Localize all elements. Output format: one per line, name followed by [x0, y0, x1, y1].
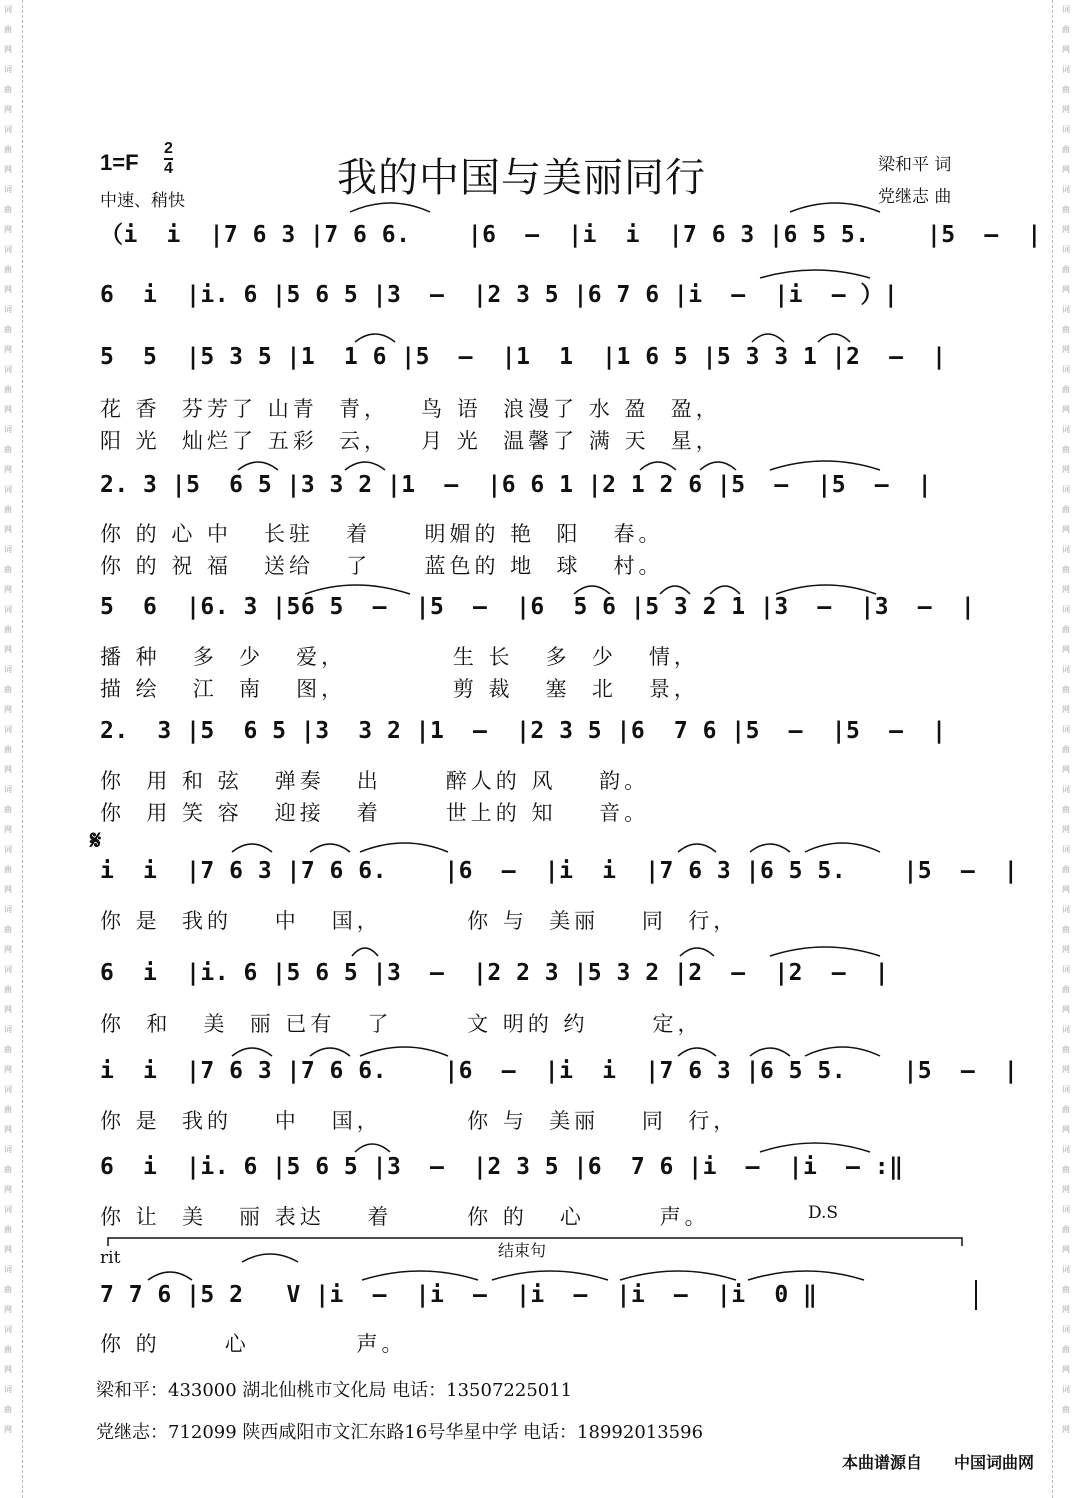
slur — [760, 1143, 870, 1152]
slur — [700, 462, 736, 470]
ending-phrase-label: 结束句 — [498, 1241, 547, 1260]
slur — [640, 462, 676, 470]
slur — [350, 203, 430, 212]
slur — [805, 1047, 880, 1056]
slur — [660, 586, 690, 594]
left-watermark: 词曲网词曲网词曲网词曲网词曲网词曲网词曲网词曲网词曲网词曲网词曲网词曲网词曲网词曲网词曲网词曲网词曲网词曲网词曲网词曲网词曲网词曲网词曲网词曲网 — [4, 5, 12, 1434]
lyric-verse1-line3: 播 种 多 少 爱， 生 长 多 少 情， — [100, 645, 699, 669]
slur — [752, 334, 784, 342]
lyricist-contact: 梁和平：433000 湖北仙桃市文化局 电话：13507225011 — [96, 1380, 573, 1401]
slur — [148, 1272, 192, 1280]
slur — [232, 844, 272, 852]
tempo-marking: 中速、稍快 — [100, 191, 185, 211]
time-bottom: 4 — [164, 160, 173, 177]
right-watermark: 词曲网词曲网词曲网词曲网词曲网词曲网词曲网词曲网词曲网词曲网词曲网词曲网词曲网词曲网词曲网词曲网词曲网词曲网词曲网词曲网词曲网词曲网词曲网词曲网 — [1062, 5, 1070, 1434]
slur — [750, 844, 790, 852]
slur — [748, 1271, 864, 1280]
lyric-verse2-line3: 描 绘 江 南 图， 剪 裁 塞 北 景， — [100, 677, 699, 701]
slur — [360, 1047, 448, 1056]
notes: 6 i |i. 6 |5 6 5 |3 – |2 3 5 |6 7 6 |i – |i – :‖ — [100, 1154, 904, 1180]
lyric-verse1-line4: 你 用 和 弦 弹奏 出 醉人的 风 韵。 — [100, 769, 650, 793]
notes: （i i |7 6 3 |7 6 6. |6 – |i i |7 6 3 |6 5 5. |5 – | — [100, 222, 1042, 248]
slur — [574, 586, 610, 594]
slur — [770, 947, 880, 956]
slur — [232, 1048, 272, 1056]
slur — [362, 1271, 478, 1280]
slur — [776, 585, 876, 594]
source-site: 中国词曲网 — [954, 1453, 1035, 1472]
lyric-verse2-line1: 阳 光 灿烂了 五彩 云， 月 光 温馨了 满 天 星， — [100, 429, 721, 453]
lyric-refrain-line2: 你 和 美 丽 已有 了 文 明的 约 定， — [100, 1012, 703, 1036]
notes: 6 i |i. 6 |5 6 5 |3 – |2 3 5 |6 7 6 |i – |i – ）| — [100, 282, 899, 308]
slur — [760, 270, 870, 278]
notes: 2. 3 |5 6 5 |3 3 2 |1 – |2 3 5 |6 7 6 |5 – |5 – | — [100, 718, 947, 744]
notes: 5 6 |6. 3 |56 5 – |5 – |6 5 6 |5 3 2 1 |3 – |3 – | — [100, 594, 976, 620]
notes: i i |7 6 3 |7 6 6. |6 – |i i |7 6 3 |6 5 5. |5 – | — [100, 858, 1019, 884]
notes: 2. 3 |5 6 5 |3 3 2 |1 – |6 6 1 |2 1 2 6 |5 – |5 – | — [100, 472, 933, 498]
ritardando-mark: rit — [100, 1248, 121, 1268]
slur — [305, 585, 410, 594]
lyric-refrain-line3: 你 是 我的 中 国， 你 与 美丽 同 行， — [100, 1109, 739, 1133]
notes: 7 7 6 |5 2 V |i – |i – |i – |i – |i 0 ‖ — [100, 1282, 818, 1308]
lyric-verse2-line4: 你 用 笑 容 迎接 着 世上的 知 音。 — [100, 801, 650, 825]
lyric-refrain-line1: 你 是 我的 中 国， 你 与 美丽 同 行， — [100, 909, 739, 933]
lyric-verse2-line2: 你 的 祝 福 送给 了 蓝色的 地 球 村。 — [100, 554, 664, 578]
slur — [310, 844, 350, 852]
composer-credit: 党继志 曲 — [878, 187, 952, 207]
slur — [805, 843, 880, 852]
slur — [492, 1271, 608, 1280]
ending-bracket — [108, 1238, 962, 1246]
slur — [680, 948, 714, 956]
notes: 5 5 |5 3 5 |1 1 6 |5 – |1 1 |1 6 5 |5 3 3 1 |2 – | — [100, 344, 947, 370]
slur — [345, 462, 385, 470]
dal-segno-mark: D.S — [808, 1203, 839, 1223]
notes: 6 i |i. 6 |5 6 5 |3 – |2 2 3 |5 3 2 |2 – |2 – | — [100, 960, 890, 986]
slur — [678, 844, 716, 852]
slur — [710, 586, 740, 594]
composer-contact: 党继志：712099 陕西咸阳市文汇东路16号华星中学 电话：18992013596 — [96, 1422, 704, 1443]
slur — [818, 334, 850, 342]
slur — [360, 843, 448, 852]
slur — [238, 462, 278, 470]
source-label: 本曲谱源自 — [842, 1453, 923, 1472]
slur — [678, 1048, 716, 1056]
song-title: 我的中国与美丽同行 — [337, 155, 706, 201]
slur — [310, 1048, 350, 1056]
lyric-verse1-line1: 花 香 芬芳了 山青 青， 鸟 语 浪漫了 水 盈 盈， — [100, 397, 721, 421]
slur — [770, 461, 880, 470]
lyric-ending: 你 的 心 声。 — [100, 1332, 407, 1356]
slur — [355, 1144, 390, 1152]
segno-sign: 𝄋 — [90, 826, 102, 856]
slur — [790, 203, 880, 212]
key-signature: 1=F — [100, 150, 139, 175]
slur — [355, 334, 395, 342]
notes: i i |7 6 3 |7 6 6. |6 – |i i |7 6 3 |6 5 5. |5 – | — [100, 1058, 1019, 1084]
lyric-verse1-line2: 你 的 心 中 长驻 着 明媚的 艳 阳 春。 — [100, 522, 664, 546]
time-top: 2 — [164, 140, 173, 157]
slur — [620, 1271, 736, 1280]
lyricist-credit: 梁和平 词 — [878, 155, 952, 175]
slur — [352, 948, 378, 956]
slur — [242, 1254, 298, 1262]
slur — [750, 1048, 790, 1056]
lyric-refrain-line4: 你 让 美 丽 表达 着 你 的 心 声。 — [100, 1205, 710, 1229]
